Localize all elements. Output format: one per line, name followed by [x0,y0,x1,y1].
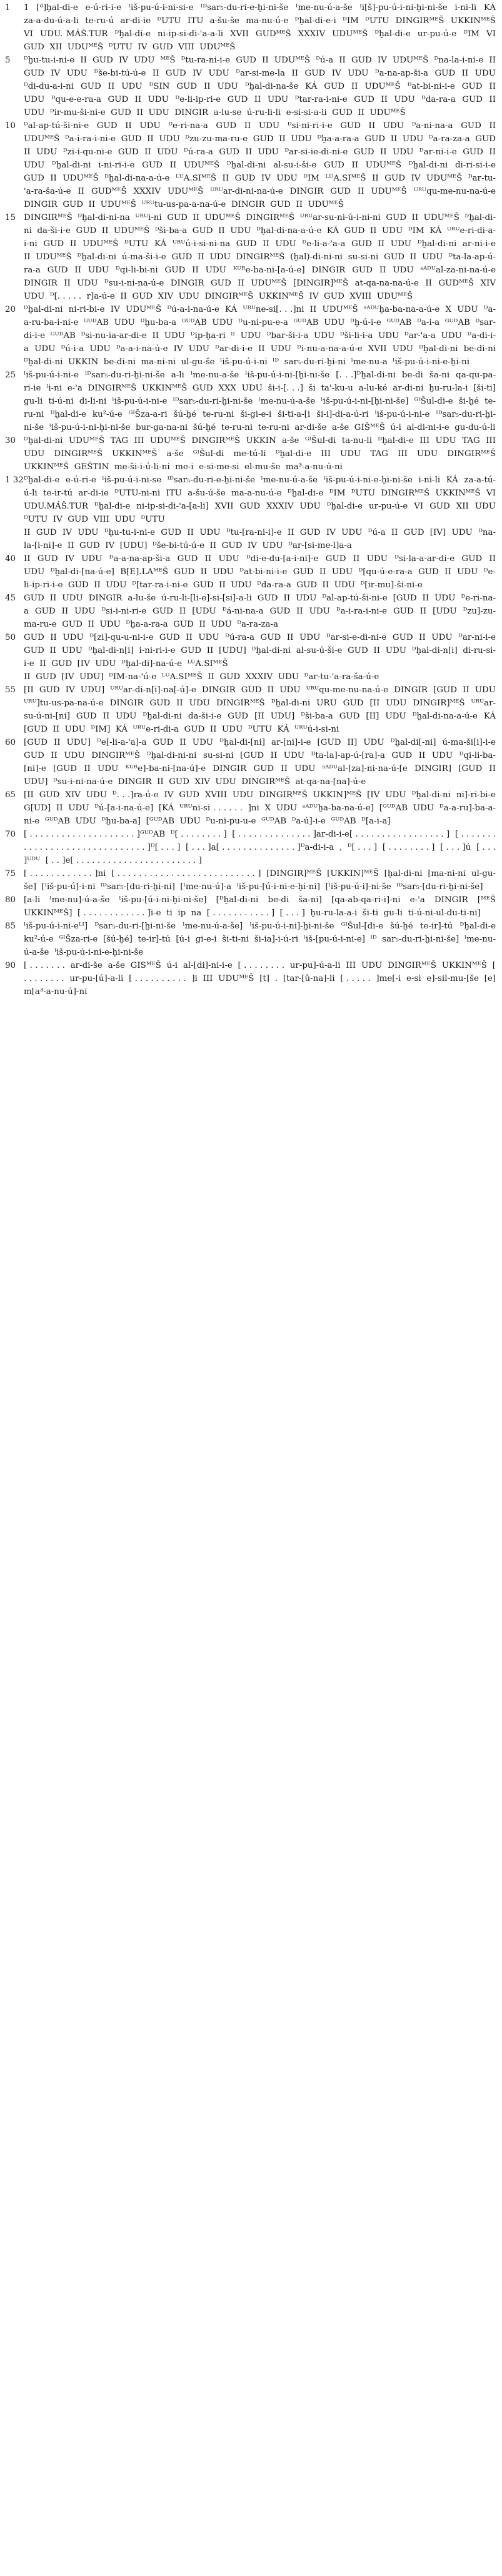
line-number: 50 [5,633,16,642]
text-line [4,211,501,303]
text-line [4,828,498,867]
text-line [4,670,498,684]
line-text: GUD II UDU DINGIR a-lu-še ú-ru-li-[li-e]-si-[si]-a-li GUD II UDU ᴰal-ap-tú-ši-ni-e [GUD II UDU ᴰe-ri-na-a GUD II UDU ᴰsi-i-ni-ri-e GUD II [UDU ᴰá-ni-na-a GUD II UDU ᴰa-i-ra-i-ni-e GUD II [UDU ᴰzu]-zu-ma-ru-e GUD II UDU ᴰḫa-a-ra-a GUD II UDU ᴰa-ra-za-a [24,594,496,629]
line-number: 45 [5,594,16,603]
line-number: 85 [5,922,16,931]
line-number: 15 [5,213,16,222]
text-line [4,959,501,998]
text-line [4,526,498,552]
line-text: ᴰḫal-di-ni UDUᴹᴱŠ TAG III UDUᴹᴱŠ DINGIRᴹᴱŠ UKKIN a-še ᴳᴵŠul-di ta-nu-li ᴰḫal-di-e III UDU TAG III UDU DINGIRᴹᴱŠ UKKINᴹᴱŠ a-še ᴳᴵŠul-di me-tú-li ᴰḫal-di-e III UDU TAG III UDU DINGIRᴹᴱŠ UKKINᴹᴱŠ GEŠTIN me-ši-i-ú-li-ni me-i e-si-me-si el-mu-še ma³-a-nu-ú-ni [24,436,501,472]
line-number: 60 [5,738,16,747]
text-line [4,867,498,893]
line-text: ᴰḫal-di-ni ni-ri-bi-e IV UDUᴹᴱŠ ᴰú-a-i-na-ú-e KÁ ᵁᴿᵁne-si[. . .]ni II UDUᴹᴱŠ ˢᴬᴰᵁḫa-ba-na-a-ú-e X UDU ᴰa-a-ru-ba-i-ni-e ᴳᵁᴰAB UDU ᴰḫu-ba-a ᴳᵁᴰAB UDU ᴰu-ni-pu-e-a ᴳᵁᴰAB UDU ᴰḫ-ú-i-e ᴳᵁᴰAB ᴰa-i-a ᴳᵁᴰAB ᴰsar-di-i-e ᴳᵁᴰAB ᴰsi-nu-ia-ar-di-e II UDU ᴰip-ḫa-ri ˡˡ UDU ᴰbar-ši-i-a UDU ᴰši-li-i-a UDU ᴰar-'a-a UDU ᴰa-di-i-a UDU ᴰú-i-a UDU ᴰa-a-i-na-ú-e IV UDU ᴰar-di-i-e II UDU ᴰi-nu-a-na-a-ú-e XVII UDU ᴰḫal-di-ni be-di-ni ᴰḫal-di-ni UKKIN be-di-ni ma-ni-ni ul-gu-še ˡiš-pu-ú-i-ni ˡᴰ sar₅-du-ri-ḫi-ni ˡme-nu-a ˡiš-pu-ú-i-ni-e-ḫi-ni [24,305,501,367]
line-number: 20 [5,305,16,314]
line-number: 1 [5,3,11,12]
line-text: [II GUD IV UDU] ᵁᴿᵁar-di-n[i]-na[-ú]-e DINGIR GUD II UDU ᵁᴿᵁqu-me-nu-na-ú-e DINGIR [GUD II UDU ᵁᴿᵁ]tu-us-pa-na-ú-e DINGIR GUD II UDU DINGIRᴹᴱŠ ᴰḫal-di-ni URU GUD [II UDU DINGIR]ᴹᴱŠ ᵁᴿᵁar-su-ú-ni-[ni] GUD II UDU ᴰḫal-di-ni da-ši-i-e GUD [II UDU] ᴰši-ba-a GUD [II] UDU ᴰḫal-di-na-a-ú-e KÁ [GUD II UDU ᴰIM] KÁ ᵁᴿᵁe-ri-di-a GUD II UDU ᴰUTU KÁ ᵁᴿᵁú-i-si-ni [24,685,501,734]
text-line [4,54,501,119]
line-text: [ . . . . . . . . . . . . ]ni [ . . . . . . . . . . . . . . . . . . . . . . . . . . ] [DINGIR]ᴹᴱŠ [UKKIN]ᴹᴱŠ [ḫal-di-ni [ma-ni-ni ul-gu-še] [ˡiš-pu-ú]-i-ni ˡᴰsar₅-[du-ri-ḫi-ni] [ˡme-nu-ú]-a ˡiš-pu-[ú-i-ni-e-ḫi-ni] [ˡiš-pu-ú-i]-ni-še ˡᴰsar₅-[du-ri-ḫi-ni-še] [24,869,496,892]
line-number: 80 [5,895,16,905]
line-text: [ . . . . . . . ar-di-še a-še GISᴹᴱŠ ú-i al-[di]-ni-i-e [ . . . . . . . . ur-pu]-ú-a-li III UDU DINGIRᴹᴱŠ UKKINᴹᴱŠ [ . . . . . . . . ur-pu-[ú]-a-li [ . . . . . . . . . . ]i III UDUᴹᴱŠ [t] . [tar-[ǔ-na]-li [ . . . . . ]me[-i e-si e]-sil-mu-[še [e] m[a³-a-nu-ú]-ni [24,961,501,997]
text-line [4,303,501,369]
line-number: 1 32 [5,475,24,485]
line-number: 90 [5,961,16,970]
line-text: ˡiš-pu-ú-i-ni-e ˡᴰsar₅-du-ri-ḫi-ni-še a-li ˡme-nu-a-še ˡiš-pu-ú-i-ni-[ḫi-ni-še [. . .]ᴰḫal-di-ni be-di ša-ni qa-qu-pa-ri-ie ˡi-ni e-'a DINGIRᴹᴱŠ UKKINᴹᴱŠ GUD XXX UDU ši-i-[. . .] ši ta'-ku-u a-lu-ké ar-di-ni ḫu-ru-la-i [ši-ti] gu-li ti-ú-ni di-li-ni ˡiš-pu-ú-i-ni-e ˡᴰsar₅-du-ri-ḫi-ni-še ˡme-nu-ú-a-še ˡiš-pu-ú-i-ni-[ḫi-ni-še] ᴳᴵŠul-di-e ši-ḫé te-ru-ni ᴰḫal-di-e ku²-ú-e ᴳᴵŠza-a-ri šú-ḫé te-ru-ni ši-gi-e-i ši-ti-a-[i ši-i]-di-a-ú-ri ˡiš-pu-ú-i-ni-e ˡᴰsar₅-du-ri-ḫi-ni-še ˡiš-pu-ú-i-ni-ḫi-ni-še bur-ga-na-ni šú-ḫé te-ru-ni te-ru-ni ar-di-še a-še GIŠᴹᴱŠ ú-i al-di-ni-i-e gu-du-ú-li [24,370,501,432]
text-line [4,592,498,631]
text-line [4,119,501,211]
transliteration-text [4,1,501,998]
text-line [4,552,501,592]
line-number: 75 [5,869,16,878]
text-line [4,893,501,920]
text-line [4,434,501,474]
line-number: 40 [5,554,16,564]
line-text: 1 [ᵈ]ḫal-di-e e-ú-ri-i-e ˡiš-pu-ú-i-ni-si-e ˡᴰsar₅-du-ri-e-ḫi-ni-še ˡme-nu-ú-a-še ˡi[š]-pu-ú-i-ni-ḫi-ni-še i-ni-li KÁ za-a-du-ú-a-li te-ru-ú ar-di-ie ᴰUTU ITU a-šu-še ma-nu-ú-e ᴰḫal-di-e-i ᴰIM ᴰUTU DINGIRᴹᴱŠ UKKINᴹᴱŠ VI UDU. MÁŠ.TUR ᴰḫal-di-e ni-ip-si-di-'a-a-li XVII GUDᴹᴱŠ XXXIV UDUᴹᴱŠ ᴰḫal-di-e ur-pu-ú-e ᴰIM VI GUD XII UDUᴹᴱŠ ᴰUTU IV GUD VIII UDUᴹᴱŠ [24,3,501,52]
line-text: ˡiš-pu-ú-i-ni-eᴸᴵ] ᴰsar₅-du-ri-[ḫi-ni-še ˡme-nu-ú-a-še] ˡiš-pu-ú-i-ni]-ḫi-ni-še ᴳᴵŠul-[di-e šú-ḫé te-ir]-tú ᴰḫal-di-e ku²-ú-e ᴳᴵŠza-ri-e [šú-ḫé] te-ir]-tú [ú-i gi-e-i ši-ti-ni ši-ia]-i-ú-ri ˡiš-[pu-ú-i-ni-e] ˡᴰ sar₅-du-ri-ḫi-ni-še] ˡme-nu-ú-a-še ˡiš-pu-ú-i-ni-e-ḫi-ni-še [24,922,501,957]
text-line [4,920,501,959]
line-number: 65 [5,790,16,800]
line-number: 70 [5,830,16,839]
line-text: [GUD II UDU] ᴰe[-li-a-'a]-a GUD II UDU ᴰḫal-di-[ni] ar-[ni]-i-e [GUD II] UDU ᴰḫal-di[-ni] ú-ma-ši[i]-i-e GUD II UDU DINGIRᴹᴱŠ ᴰḫal-di-ni-ni su-si-ni [GUD II UDU ᴰta-la]-ap-ú-[ra]-a GUD II UDU ᴰqi-li-ba-[ni]-e [GUD II UDU ᴷᵁᴿe]-ba-ni-[na-ú]-e DINGIR GUD II UDU ˢᴬᴰᵁal-[za]-ni-na-ú-[e DINGIR] [GUD II UDU] ᴰsu-i-ni-na-ú-e DINGIR II GUD XIV UDU DINGIRᴹᴱŠ at-qa-na-[na]-ú-e [24,738,501,787]
text-line [4,736,501,788]
line-text: II GUD IV UDU ᴰḫu-tu-i-ni-e GUD II UDU ᴰtu-[ra-ni-i]-e II GUD IV UDU ᴰú-a II GUD [IV] UDU ᴰna-la-[i-ni]-e II GUD IV [UDU] ᴰše-bi-tú-ú-e II GUD IV UDU ᴰar-[si-me-l]a-a [24,528,496,550]
line-number: 10 [5,121,16,131]
line-number: 55 [5,685,16,695]
text-line [4,369,501,434]
text-line [4,631,501,670]
text-line [4,1,501,54]
line-number: 5 [5,56,11,65]
text-line [4,474,501,526]
text-line [4,684,501,736]
line-text: DINGIRᴹᴱŠ ᴰḫal-di-ni-na ᵁᴿᵁi-ni GUD II UDUᴹᴱŠ DINGIRᴹᴱŠ ᵁᴿᵁar-su-ni-ú-i-ni-ni GUD II UDUᴹᴱŠ ᴰḫal-di-ni da-ši-i-e GUD II UDUᴹᴱŠ ᴰši-ba-a GUD II UDU ᴰḫal-di-na-a-ú-e KÁ GUD II UDU ᴰIM KÁ ᵁᴿᵁe-ri-di-a-i-ni GUD II UDUᴹᴱŠ ᴰUTU KÁ ᵁᴿᵁú-i-si-ni-na GUD II UDU ᴰe-li-a-'a-a GUD II UDU ᴰḫal-di-ni ar-ni-i-e II UDUᴹᴱŠ ᴰḫal-di-ni ú-ma-ši-i-e GUD II UDU DINGIRᴹᴱŠ (ḫal)-di-ni-ni su-si-ni GUD II UDU ᴰta-la-ap-ú-ra-a GUD II UDU ᴰqi-li-bi-ni GUD II UDU ᴷᵁᴿe-ba-ni-[a-ú-e] DINGIR GUD II UDU ˢᴬᴰᵁal-za-ni-na-ú-e DINGIR II UDU ᴰsu-i-ni-na-ú-e DINGIR GUD II UDUᴹᴱŠ [DINGIR]ᴹᴱŠ at-qa-na-na-ú-e II GUDᴹᴱŠ XIV UDU ᴰ[. . . . . r]a-ú-e II GUD XIV UDU DINGIRᴹᴱŠ UKKINᴹᴱŠ IV GUD XVIII UDUᴹᴱŠ [24,213,501,301]
line-text: ᴰḫal-di-e e-ú-ri-e ˡiš-pu-ú-i-ni-se ˡᴰsar₅-du-ri-e-ḫi-ni-še ˡme-nu-ú-a-še ˡiš-pu-ú-i-ni-e-ḫi-ni-še i-ni-li KÁ za-a-tú-ú-li te-ir-tú ar-di-ie ᴰUTU-ni-ni ITU a-šu-ú-še ma-a-nu-ú-e ᴰḫal-di-e ᴰIM ᴰUTU DINGIRᴹᴱŠ UKKINᴹᴱŠ VI UDU.MÁŠ.TUR ᴰḫal-di-e ni-ip-si-di-'a-[a-li] XVII GUD XXXIV UDU ᴰḫal-di-e ur-pu-ú-e VI GUD XII UDU ᴰUTU IV GUD VIII UDU ᴰUTU [24,475,501,524]
line-text: [ . . . . . . . . . . . . . . . . . . . . ]ᴳᵁᴰAB ᴰ[ . . . . . . . . ] [ . . . . . . . . . . . . . . ]ar-di-i-e[ . . . . . . . . . . . . . . . . . ] [ . . . . . . . . . . . . . . . . . . . . . . . . . . . . . . ]ᴰ[ . . . ] [ . . . ]a[ . . . . . . . . . . . . . . ]ᴰa-di-i-a , ᴰ[ . . . ] [ . . . . . . . . ] [ . . . ]ú [ . . . ]ᵁᴰᵁ [ . . ]e[ . . . . . . . . . . . . . . . . . . . . . . . ] [24,830,499,865]
line-text: GUD II UDU ᴰ[zi]-qu-u-ni-i-e GUD II UDU ᴰú-ra-a GUD II UDU ᴰar-si-e-di-ni-e GUD II UDU ᴰar-ni-i-e GUD II UDU ᴰḫal-di-n[i] i-ni-ri-i-e GUD II [UDU] ᴰḫal-di-ni al-su-ú-ši-e GUD II UDU ᴰḫal-di-n[i] di-ru-si-i-e II GUD [IV UDU ᴰḫal-di]-na-ú-e ᴸᵁA.SIᴹᴱŠ [24,633,501,669]
line-number: 30 [5,436,16,445]
line-text: [a-li ˡme-nu]-ú-a-še ˡiš-pu-[ú-i-ni-ḫi-ni-še] [ᴰḫal-di-ni be-di ša-ni] [qa-ab-qa-ri-i]-ni e-'a DINGIR [ᴹᴱŠ UKKINᴹᴱŠ] [ . . . . . . . . . . . . ]i-e ti ip na [ . . . . . . . . . . . ] [ . . . ] ḫu-ru-la-a-i ši-ti gu-li ti-ú-ni-ul-du-ti-ni] [24,895,501,918]
line-text: II GUD [IV UDU] ᴰIM-na-'ú-e ᴸᵁA.SIᴹᴱŠ II GUD XXXIV UDU ᴰar-tu-'a-ra-ša-ú-e [24,672,379,682]
line-text: ᴰḫu-tu-i-ni-e II GUD IV UDU ᴹᴱŠ ᴰtu-ra-ni-i-e GUD II UDUᴹᴱŠ ᴰú-a II GUD IV UDUᴹᴱŠ ᴰna-la-i-ni-e II GUD IV UDU ᴰše-bi-tú-ú-e II GUD IV UDU ᴰar-si-me-la II GUD IV UDU ᴰa-na-ap-ši-a GUD II UDU ᴰdi-du-a-i-ni GUD II UDU ᴰSIN GUD II UDU ᴰḫal-di-na-še KÁ GUD II UDUᴹᴱŠ ᴰat-bi-ni-i-e GUD II UDU ᴰqu-e-e-ra-a GUD II UDU ᴰe-li-ip-ri-e GUD II UDU ᴰtar-ra-i-ni-e GUD II UDU ᴰda-ra-a GUD II UDU ᴰir-mu-ši-ni-e GUD II UDU DINGIR a-lu-se ú-ru-li-li e-si-si-a-li GUD II UDUᴹᴱŠ [24,56,501,117]
line-text: ᴰal-ap-tú-ši-ni-e GUD II UDU ᴰe-ri-na-a GUD II UDU ᴰsi-ni-ri-i-e GUD II UDU ᴰa-ni-na-a GUD II UDUᴹᴱŠ ᴰa-i-ra-i-ni-e GUD II UDU ᴰzu-zu-ma-ru-e GUD II UDU ᴰḫa-a-ra-a GUD II UDU ᴰa-ra-za-a GUD II UDU ᴰzi-i-qu-ni-e GUD II UDU ᴰú-ra-a GUD II UDU ᴰar-si-ie-di-ni-e GUD II UDU ᴰar-ni-i-e GUD II UDU ᴰḫal-di-ni i-ni-ri-i-e GUD II UDUᴹᴱŠ ᴰḫal-di-ni al-su-i-ši-e GUD II UDUᴹᴱŠ ᴰḫal-di-ni di-ri-si-i-e GUD II UDUᴹᴱŠ ᴰḫal-di-na-a-ú-e ᴸᵁA.SIᴹᴱŠ II GUD IV UDU ᴰIM ᴸᵁA.SIᴹᴱŠ II GUD IV UDUᴹᴱŠ ᴰar-tu-'a-ra-ša-ú-e II GUDᴹᴱŠ XXXIV UDUᴹᴱŠ ᵁᴿᵁar-di-ni-na-ú-e DINGIR GUD II UDUᴹᴱŠ ᵁᴿᵁqu-me-nu-na-ú-e DINGIR GUD II UDUᴹᴱŠ ᵁᴿᵁtu-us-pa-a-na-ú-e DINGIR GUD II UDUᴹᴱŠ [24,121,501,209]
line-text: [II GUD XIV UDU ᴰ. . .]ra-ú-e IV GUD XVIII UDU DINGIRᴹᴱŠ UKKIN]ᴹᴱŠ [IV UDU ᴰḫal-di-ni ni]-ri-bi-e G[UD] II UDU ᴰú-[a-i-na-ú-e] [KÁ ᵁᴿᵁni-si . . . . . . ]ni X UDU ˢᴬᴰᵁḫa-ba-na-ú-e] [ᴳᵁᴰAB UDU ᴰa-a-ru]-ba-a-ni-e ᴳᵁᴰAB UDU ᴰḫu-ba-a] [ᴳᵁᴰAB UDU ᴰu-ni-pu-u-e ᴳᵁᴰAB ᴰa-ú]-i-e ᴳᵁᴰAB ᴰ[a-i-a] [24,790,501,826]
line-text: II GUD IV UDU ᴰa-a-na-ap-ši-a GUD II UDU ᴰdi-e-du-[a-i-ni]-e GUD II UDU ᴰsi-la-a-ar-di-e GUD II UDU ᴰḫal-di-[na-ú-e] B[E].LAᴹᴱŠ GUD II UDU ᴰat-bi-ni-i-e GUD II UDU ᴰ[qu-ú-e-ra-a GUD II UDU ᴰe-li-ip-ri-i-e GUD II UDU ᴰ[tar-ra-i-ni-e GUD II UDU ᴰda-ra-a GUD II UDU ᴰ[ir-mu]-ši-ni-e [24,554,501,590]
text-line [4,788,501,828]
line-number: 25 [5,370,16,380]
